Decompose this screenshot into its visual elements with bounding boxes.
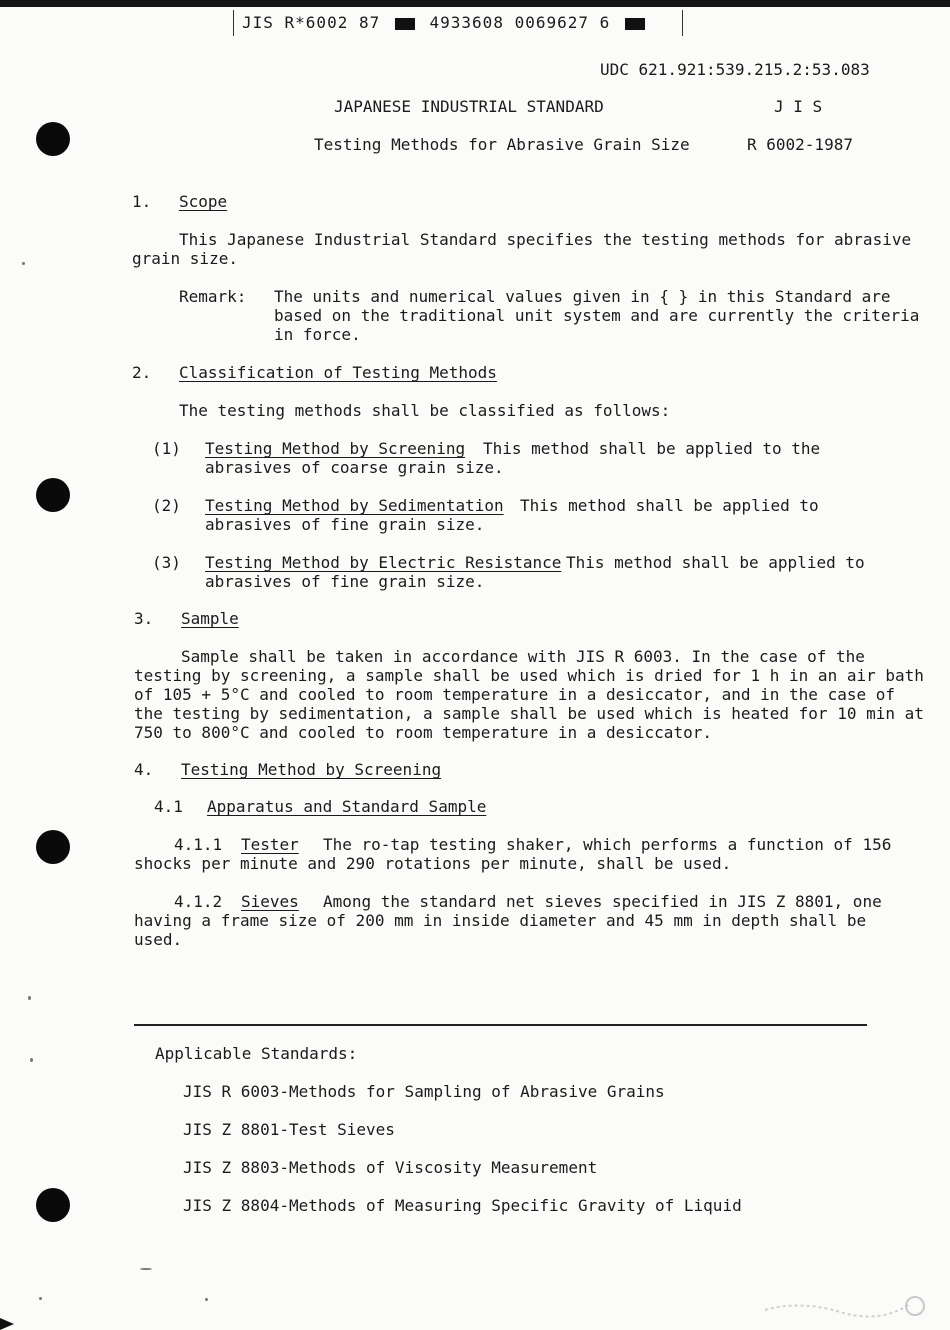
sample-line-4: the testing by sedimentation, a sample shall be used which is heated for 10 min at — [134, 704, 924, 723]
code-right: 4933608 0069627 6 — [429, 13, 611, 32]
document-code-bar — [233, 10, 683, 36]
document-title: Testing Methods for Abrasive Grain Size — [314, 135, 690, 154]
method-2-continuation: abrasives of fine grain size. — [205, 515, 485, 534]
scan-edge-mark — [0, 1318, 14, 1330]
applicable-standard-item: JIS Z 8804-Methods of Measuring Specific Gravity of Liquid — [183, 1196, 742, 1215]
method-3-continuation: abrasives of fine grain size. — [205, 572, 485, 591]
section-2-number: 2. — [132, 363, 152, 382]
remark-label: Remark: — [179, 287, 247, 306]
jis-mark: J I S — [774, 97, 823, 116]
applicable-standards-heading: Applicable Standards: — [155, 1044, 358, 1063]
section-4-title: Testing Method by Screening — [181, 760, 442, 779]
method-3-text: This method shall be applied to — [566, 553, 865, 572]
code-block-mark — [395, 18, 415, 30]
sample-line-3: of 105 + 5°C and cooled to room temperature in a desiccator, and in the case of — [134, 685, 895, 704]
item-4-1-1-text: The ro-tap testing shaker, which performs a function of 156 — [323, 835, 892, 854]
method-3-number: (3) — [152, 553, 181, 572]
method-1-continuation: abrasives of coarse grain size. — [205, 458, 504, 477]
sample-line-5: 750 to 800°C and cooled to room temperature in a desiccator. — [134, 723, 712, 742]
item-4-1-2-continuation: having a frame size of 200 mm in inside diameter and 45 mm in depth shall be — [134, 911, 867, 930]
section-1-title: Scope — [179, 192, 228, 211]
method-2-title: Testing Method by Sedimentation — [205, 496, 504, 515]
item-4-1-1-number: 4.1.1 — [174, 835, 223, 854]
punch-hole — [36, 830, 70, 864]
method-1-number: (1) — [152, 439, 181, 458]
item-4-1-2-text: Among the standard net sieves specified in JIS Z 8801, one — [323, 892, 882, 911]
remark-line-1: The units and numerical values given in { } in this Standard are — [274, 287, 891, 306]
top-border-line — [0, 0, 950, 7]
item-4-1-2-title: Sieves — [241, 892, 299, 911]
remark-line-2: based on the traditional unit system and are currently the criteria — [274, 306, 920, 325]
scan-speck — [22, 262, 25, 265]
subsection-4-1-title: Apparatus and Standard Sample — [207, 797, 487, 816]
section-4-number: 4. — [134, 760, 154, 779]
scan-speck — [28, 996, 31, 1000]
classification-intro: The testing methods shall be classified as follows: — [179, 401, 671, 420]
organization-title: JAPANESE INDUSTRIAL STANDARD — [334, 97, 604, 116]
method-2-number: (2) — [152, 496, 181, 515]
scan-speck — [140, 1268, 152, 1270]
faint-stamp-mark — [760, 1290, 930, 1322]
sample-line-2: testing by screening, a sample shall be used which is dried for 1 h in an air bath — [134, 666, 924, 685]
item-4-1-1-continuation: shocks per minute and 290 rotations per minute, shall be used. — [134, 854, 732, 873]
section-1-number: 1. — [132, 192, 152, 211]
footnote-divider — [134, 1024, 867, 1026]
method-2-text: This method shall be applied to — [520, 496, 819, 515]
section-3-title: Sample — [181, 609, 239, 628]
standard-number: R 6002-1987 — [747, 135, 853, 154]
punch-hole — [36, 1188, 70, 1222]
item-4-1-2-number: 4.1.2 — [174, 892, 223, 911]
subsection-4-1-number: 4.1 — [154, 797, 183, 816]
code-block-mark-end — [625, 18, 645, 30]
scan-speck — [30, 1058, 33, 1062]
punch-hole — [36, 122, 70, 156]
code-left: JIS R*6002 87 — [242, 13, 381, 32]
method-3-title: Testing Method by Electric Resistance — [205, 553, 562, 572]
scope-line-1: This Japanese Industrial Standard specifies the testing methods for abrasive — [179, 230, 912, 249]
applicable-standard-item: JIS R 6003-Methods for Sampling of Abrasive Grains — [183, 1082, 665, 1101]
applicable-standard-item: JIS Z 8803-Methods of Viscosity Measurement — [183, 1158, 598, 1177]
scan-speck — [205, 1298, 208, 1301]
section-2-title: Classification of Testing Methods — [179, 363, 497, 382]
sample-line-1: Sample shall be taken in accordance with JIS R 6003. In the case of the — [181, 647, 865, 666]
item-4-1-2-continuation-2: used. — [134, 930, 183, 949]
method-1-title: Testing Method by Screening — [205, 439, 466, 458]
scan-speck — [39, 1297, 42, 1300]
udc-code: UDC 621.921:539.215.2:53.083 — [600, 60, 870, 79]
item-4-1-1-title: Tester — [241, 835, 299, 854]
scope-line-2: grain size. — [132, 249, 238, 268]
punch-hole — [36, 478, 70, 512]
section-3-number: 3. — [134, 609, 154, 628]
method-1-text: This method shall be applied to the — [483, 439, 821, 458]
remark-line-3: in force. — [274, 325, 361, 344]
applicable-standard-item: JIS Z 8801-Test Sieves — [183, 1120, 395, 1139]
